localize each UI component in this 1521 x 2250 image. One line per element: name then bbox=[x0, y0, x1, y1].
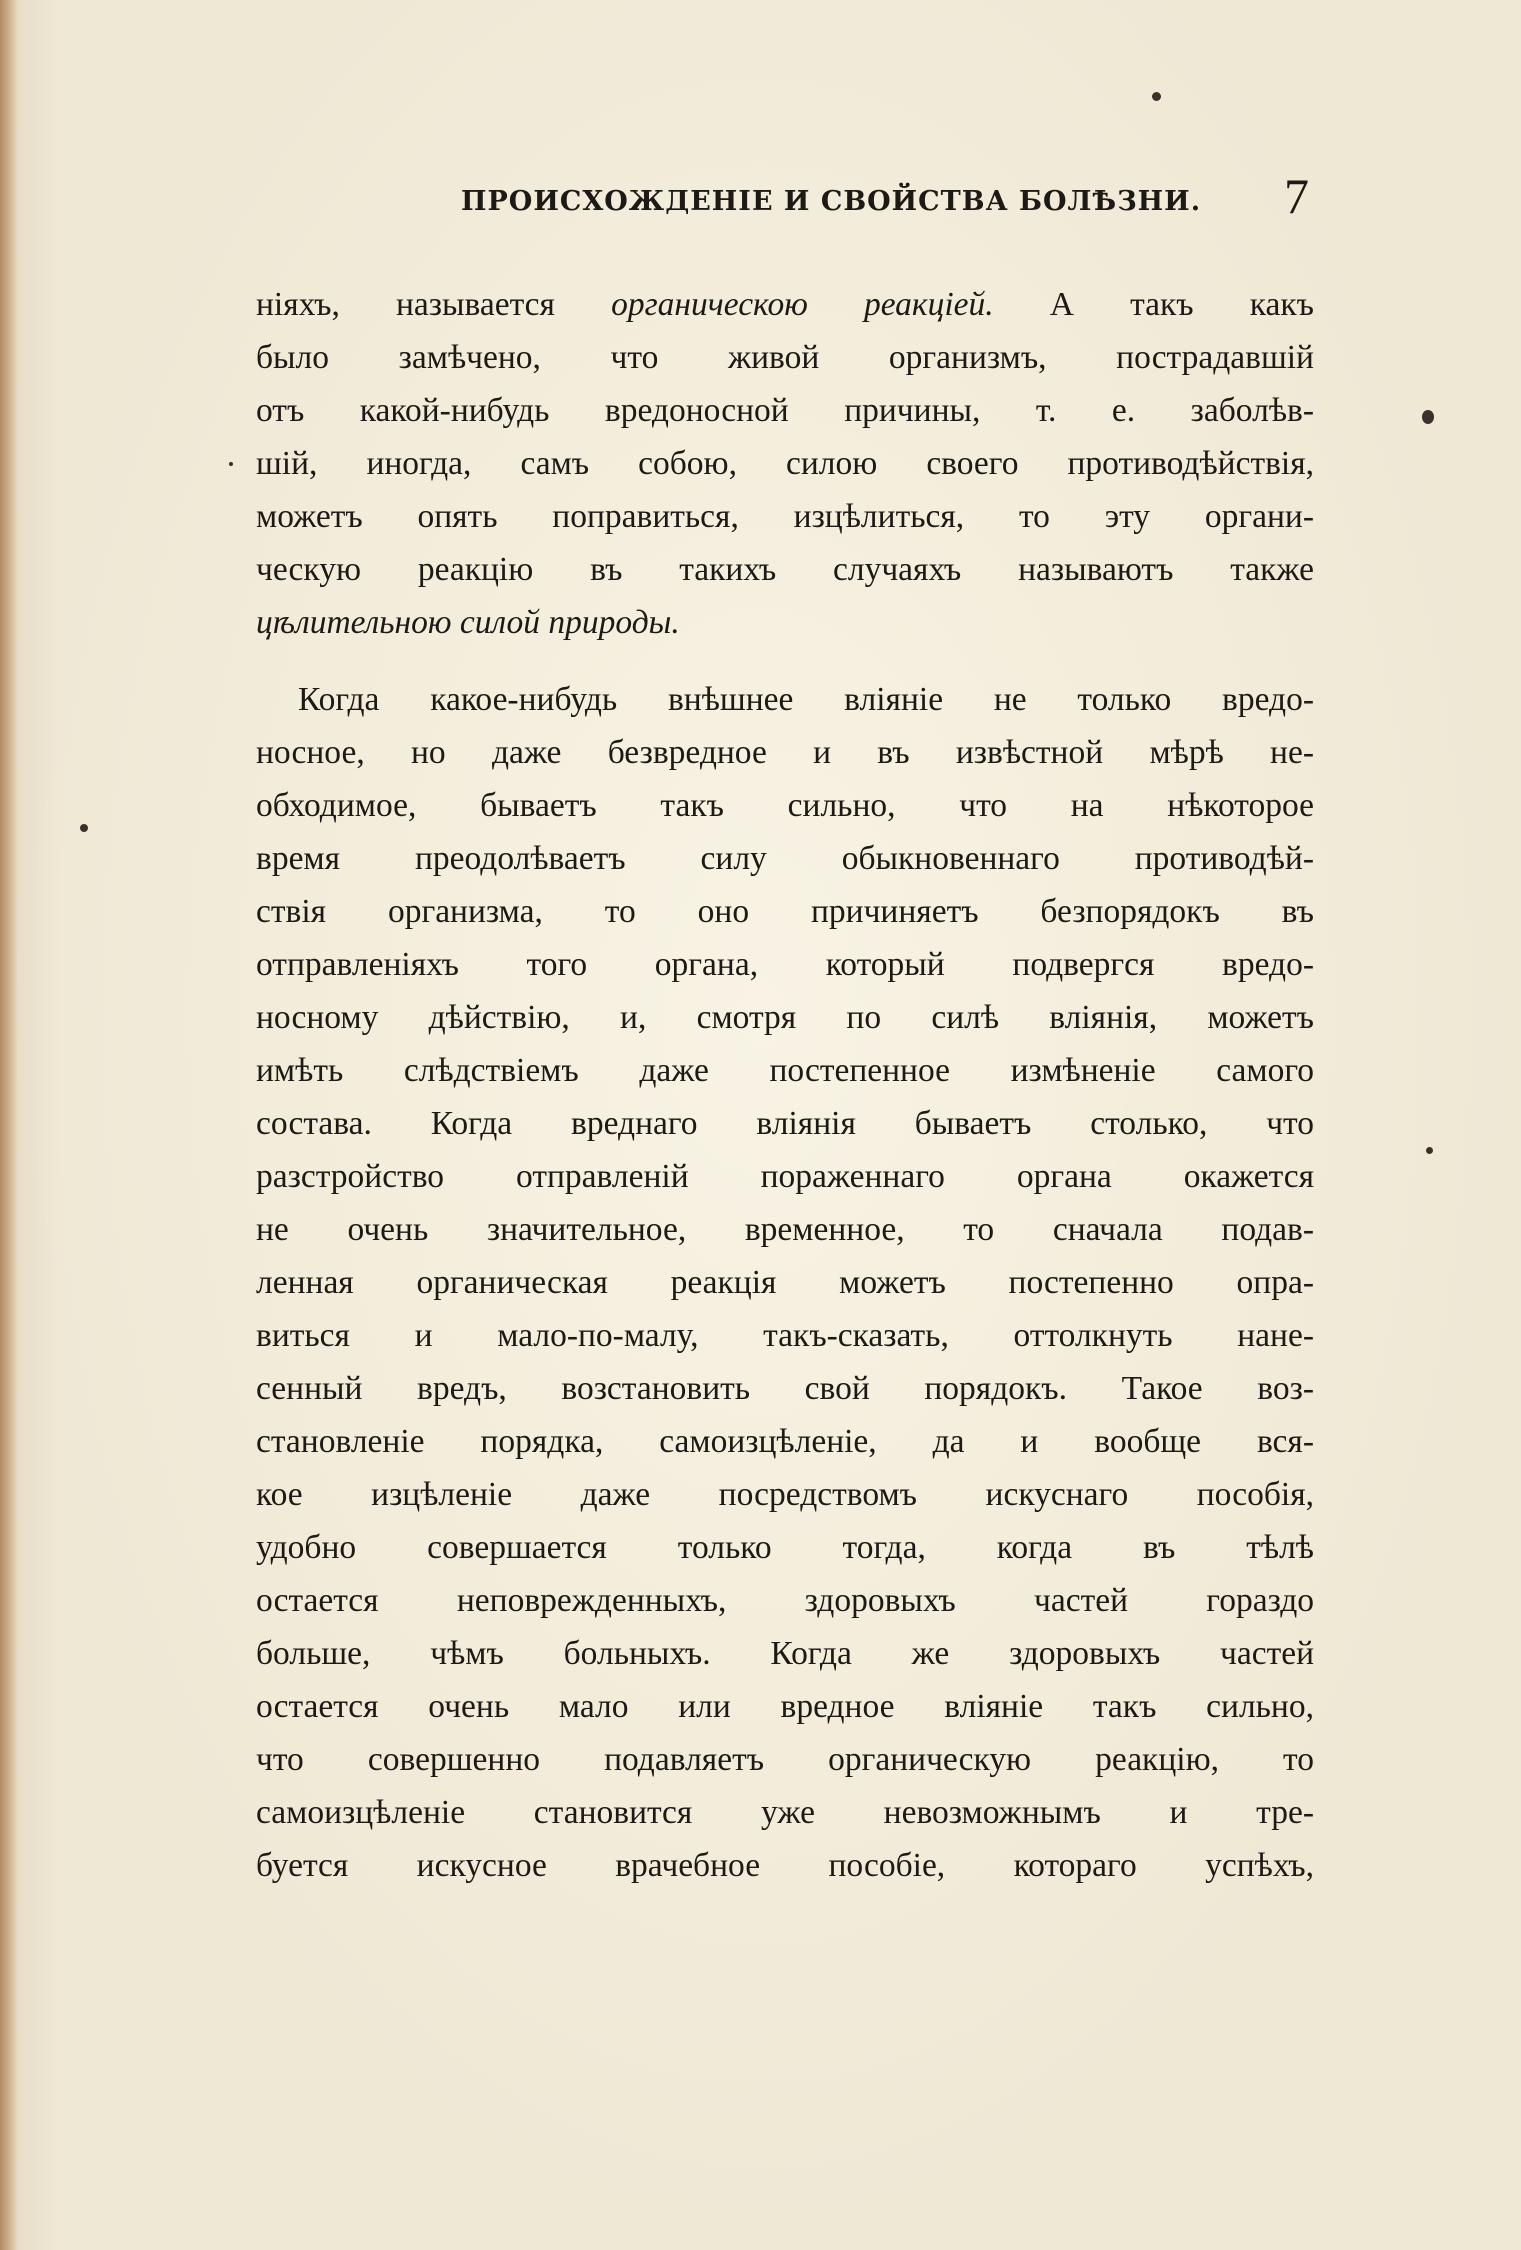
body-text bbox=[256, 278, 1314, 1892]
text-line: Когда какое-нибудь внѣшнее вліяніе не только вредо- bbox=[298, 681, 1314, 718]
text-line: можетъ опять поправиться, изцѣлиться, то эту органи- bbox=[256, 498, 1314, 535]
text-line: время преодолѣваетъ силу обыкновеннаго противодѣй- bbox=[256, 840, 1314, 877]
text-line: сенный вредъ, возстановить свой порядокъ. Такое воз- bbox=[256, 1370, 1314, 1407]
text-line: имѣть слѣдствіемъ даже постепенное измѣненіе самого bbox=[256, 1052, 1314, 1089]
text-line: носное, но даже безвредное и въ извѣстной мѣрѣ не- bbox=[256, 734, 1314, 771]
page-number: 7 bbox=[1284, 168, 1309, 224]
text-line: ствія организма, то оно причиняетъ безпорядокъ въ bbox=[256, 893, 1314, 930]
text-line: больше, чѣмъ больныхъ. Когда же здоровыхъ частей bbox=[256, 1635, 1314, 1672]
text-line: разстройство отправленій пораженнаго органа окажется bbox=[256, 1158, 1314, 1195]
text-line: кое изцѣленіе даже посредствомъ искуснаго пособія, bbox=[256, 1476, 1314, 1513]
text-line: ленная органическая реакція можетъ постепенно опра- bbox=[256, 1264, 1314, 1301]
text-line: было замѣчено, что живой организмъ, пострадавшій bbox=[256, 339, 1314, 376]
paragraph-gap bbox=[256, 649, 1314, 673]
ink-speck bbox=[229, 462, 233, 466]
text-line: отъ какой-нибудь вредоносной причины, т. е. заболѣв- bbox=[256, 392, 1314, 429]
text-line: что совершенно подавляетъ органическую реакцію, то bbox=[256, 1741, 1314, 1778]
text-line: буется искусное врачебное пособіе, котораго успѣхъ, bbox=[256, 1847, 1314, 1884]
paragraph-organic-reaction bbox=[256, 278, 1314, 649]
italic-term: цѣлительною силой природы. bbox=[256, 604, 680, 641]
text-line: становленіе порядка, самоизцѣленіе, да и вообще вся- bbox=[256, 1423, 1314, 1460]
text-line bbox=[256, 596, 1314, 649]
italic-term: органическою реакціей. bbox=[611, 286, 994, 323]
text-line: остается неповрежденныхъ, здоровыхъ частей гораздо bbox=[256, 1582, 1314, 1619]
ink-speck bbox=[1152, 92, 1161, 101]
ink-speck bbox=[1422, 410, 1434, 424]
running-head: ПРОИСХОЖДЕНІЕ И СВОЙСТВА БОЛѢЗНИ. bbox=[461, 186, 1202, 217]
ink-speck bbox=[80, 824, 88, 832]
text-line: виться и мало-по-малу, такъ-сказать, оттолкнуть нане- bbox=[256, 1317, 1314, 1354]
text-line: удобно совершается только тогда, когда въ тѣлѣ bbox=[256, 1529, 1314, 1566]
ink-speck bbox=[1426, 1147, 1433, 1154]
text-line: шій, иногда, самъ собою, силою своего противодѣйствія, bbox=[256, 445, 1314, 482]
text-line: носному дѣйствію, и, смотря по силѣ вліянія, можетъ bbox=[256, 999, 1314, 1036]
text-line: остается очень мало или вредное вліяніе такъ сильно, bbox=[256, 1688, 1314, 1725]
text-line: ческую реакцію въ такихъ случаяхъ называютъ также bbox=[256, 551, 1314, 588]
text-line: не очень значительное, временное, то сначала подав- bbox=[256, 1211, 1314, 1248]
paragraph-external-influence bbox=[256, 673, 1314, 1892]
text-line: обходимое, бываетъ такъ сильно, что на нѣкоторое bbox=[256, 787, 1314, 824]
text-line: ніяхъ, называется органическою реакціей. А такъ какъ bbox=[256, 286, 1314, 323]
text-line: отправленіяхъ того органа, который подвергся вредо- bbox=[256, 946, 1314, 983]
text-line: состава. Когда вреднаго вліянія бываетъ столько, что bbox=[256, 1105, 1314, 1142]
text-line: самоизцѣленіе становится уже невозможнымъ и тре- bbox=[256, 1794, 1314, 1831]
